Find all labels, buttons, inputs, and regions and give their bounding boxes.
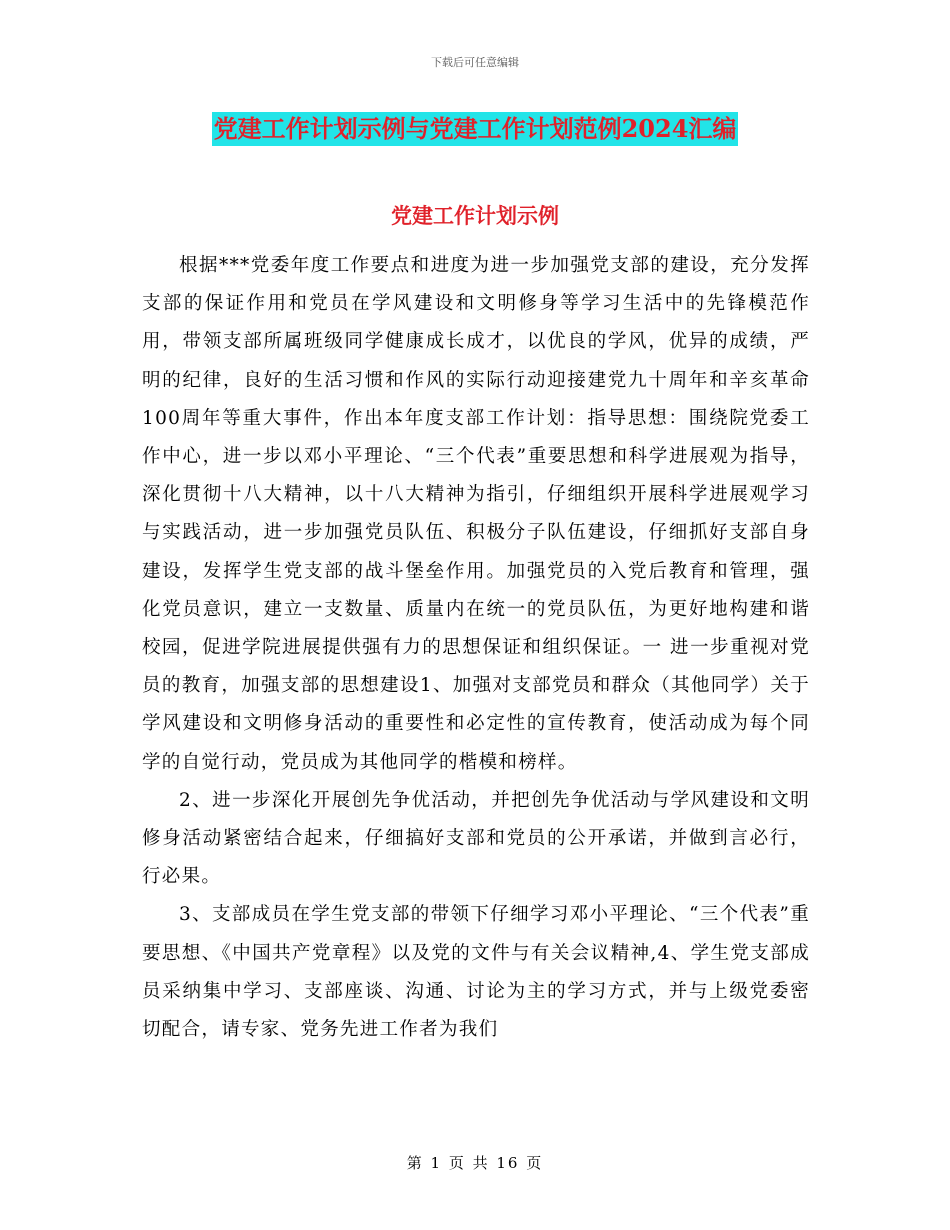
main-title-container: [0, 112, 950, 146]
section-title: 党建工作计划示例: [391, 203, 559, 228]
document-body: [142, 247, 810, 1049]
paragraph-2: 2、进一步深化开展创先争优活动，并把创先争优活动与学风建设和文明修身活动紧密结合起来，仔细搞好支部和党员的公开承诺，并做到言必行，行必果。: [142, 789, 810, 888]
page-indicator: 第 1 页 共 16 页: [406, 1154, 544, 1172]
paragraph-3: 3、支部成员在学生党支部的带领下仔细学习邓小平理论、“三个代表”重要思想、《中国共产党章程》以及党的文件与有关会议精神,4、学生党支部成员采纳集中学习、支部座谈、沟通、讨论为主的学习方式，并与上级党委密切配合，请专家、党务先进工作者为我们: [142, 904, 810, 1041]
paragraph-1: 根据***党委年度工作要点和进度为进一步加强党支部的建设，充分发挥支部的保证作用和党员在学风建设和文明修身等学习生活中的先锋模范作用，带领支部所属班级同学健康成长成才，以优良的学风，优异的成绩，严明的纪律，良好的生活习惯和作风的实际行动迎接建党九十周年和辛亥革命100周年等重大事件，作出本年度支部工作计划：指导思想：围绕院党委工作中心，进一步以邓小平理论、“三个代表”重要思想和科学进展观为指导，深化贯彻十八大精神，以十八大精神为指引，仔细组织开展科学进展观学习与实践活动，进一步加强党员队伍、积极分子队伍建设，仔细抓好支部自身建设，发挥学生党支部的战斗堡垒作用。加强党员的入党后教育和管理，强化党员意识，建立一支数量、质量内在统一的党员队伍，为更好地构建和谐校园，促进学院进展提供强有力的思想保证和组织保证。一 进一步重视对党员的教育，加强支部的思想建设1、加强对支部党员和群众（其他同学）关于学风建设和文明修身活动的重要性和必定性的宣传教育，使活动成为每个同学的自觉行动，党员成为其他同学的楷模和榜样。: [142, 255, 810, 773]
document-title: 党建工作计划示例与党建工作计划范例2024汇编: [212, 112, 739, 146]
header-note: 下载后可任意编辑: [431, 56, 519, 69]
